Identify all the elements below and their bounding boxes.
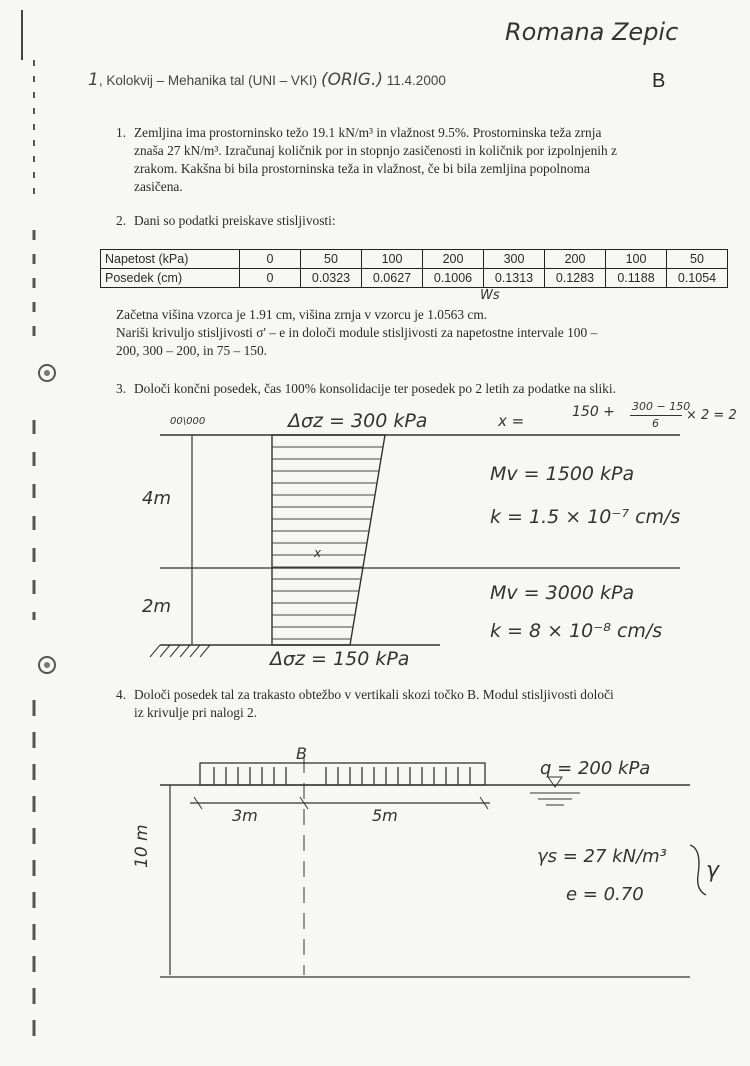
top-load-label: Δσz = 300 kPa	[288, 410, 428, 432]
stress-hatching	[272, 447, 383, 639]
problem-4-line: Določi posedek tal za trakasto obtežbo v vertikali skozi točko B. Modul stisljivosti določi	[134, 687, 614, 702]
layer-2-modulus: Mv = 3000 kPa	[490, 582, 635, 604]
table-cell: 0.0323	[301, 269, 362, 288]
point-b-label: B	[296, 744, 307, 763]
problem-1-line: zrakom. Kakšna bi bila prostorninska teža in vlažnost, če bi bila zemljina popolnoma	[134, 161, 590, 176]
table-cell: 0.1006	[423, 269, 484, 288]
table-cell: 300	[484, 250, 545, 269]
table-cell: 0	[240, 269, 301, 288]
dimension-left: 3m	[232, 806, 258, 825]
x-mark: x	[314, 546, 322, 560]
strip-load-figure	[150, 745, 710, 995]
table-cell: 200	[545, 250, 606, 269]
formula-fraction-top: 300 − 150	[632, 400, 691, 413]
problem-3-number: 3.	[116, 381, 127, 396]
table-cell: 0.0627	[362, 269, 423, 288]
student-name: Romana Zepic	[505, 18, 679, 46]
layer-2-thickness: 2m	[142, 596, 171, 617]
formula-mid: 150 +	[572, 404, 615, 420]
compressibility-table	[100, 249, 728, 288]
table-cell: 0	[240, 250, 301, 269]
surface-label: 00\000	[170, 416, 206, 427]
void-ratio-label: e = 0.70	[566, 884, 644, 905]
table-cell: 200	[423, 250, 484, 269]
table-header-cell: Posedek (cm)	[101, 269, 240, 288]
binding-marks-graphic	[8, 0, 36, 1061]
table-cell: 0.1054	[667, 269, 728, 288]
layer-1-permeability: k = 1.5 × 10⁻⁷ cm/s	[490, 506, 681, 528]
depth-label: 10 m	[132, 824, 152, 868]
problem-4-line: iz krivulje pri nalogi 2.	[134, 705, 258, 720]
strip-load-value: q = 200 kPa	[540, 758, 651, 779]
exam-date: 11.4.2000	[386, 73, 446, 88]
formula-fraction-bottom: 6	[652, 417, 659, 430]
punch-hole-icon	[36, 654, 58, 681]
side-mark: γ	[706, 858, 720, 883]
problem-2-text: Dani so podatki preiskave stisljivosti:	[134, 213, 336, 228]
gamma-s-label: γs = 27 kN/m³	[537, 846, 667, 867]
layer-1-modulus: Mv = 1500 kPa	[490, 463, 635, 485]
layer-2-permeability: k = 8 × 10⁻⁸ cm/s	[490, 620, 663, 642]
problem-2-line: 200, 300 – 200, in 75 – 150.	[116, 343, 268, 358]
strip-load-arrows	[214, 767, 470, 785]
dimension-right: 5m	[372, 806, 398, 825]
formula-fraction-bar	[630, 415, 682, 416]
stress-distribution	[272, 435, 385, 645]
table-cell: 0.1313	[484, 269, 545, 288]
problem-2-continuation	[116, 306, 696, 360]
problem-2-line: Nariši krivuljo stisljivosti σ' – e in določi module stisljivosti za napetostne intervale 100 –	[116, 325, 598, 340]
problem-3-text: Določi končni posedek, čas 100% konsolidacije ter posedek po 2 letih za podatke na sliki.	[134, 381, 616, 396]
binding-margin	[8, 0, 36, 1061]
table-cell: 50	[667, 250, 728, 269]
problem-1-number: 1.	[116, 125, 127, 140]
table-cell: 100	[606, 250, 667, 269]
exam-group: B	[652, 70, 666, 92]
strip-load-block	[200, 763, 485, 785]
problem-1-line: zasičena.	[134, 179, 183, 194]
problem-2-line: Začetna višina vzorca je 1.91 cm, višina zrnja v vzorcu je 1.0563 cm.	[116, 307, 488, 322]
bottom-load-label: Δσz = 150 kPa	[270, 648, 410, 670]
layer-1-thickness: 4m	[142, 488, 171, 509]
exam-header: 1, Kolokvij – Mehanika tal (UNI – VKI) (ORIG.) 11.4.2000	[88, 70, 446, 90]
table-header-cell: Napetost (kPa)	[101, 250, 240, 269]
problem-1-line: znaša 27 kN/m³. Izračunaj količnik por in stopnjo zasičenosti in količnik por izpolnjenih z	[134, 143, 617, 158]
exam-title: Kolokvij – Mehanika tal (UNI – VKI)	[106, 73, 318, 88]
punch-hole-icon	[36, 362, 58, 389]
table-row	[101, 269, 728, 288]
problem-1-text	[134, 124, 694, 196]
problem-4-number: 4.	[116, 687, 127, 702]
exam-annotation: (ORIG.)	[320, 70, 384, 90]
table-cell: 50	[301, 250, 362, 269]
problem-1-line: Zemljina ima prostorninsko težo 19.1 kN/m³ in vlažnost 9.5%. Prostorninska teža zrnja	[134, 125, 602, 140]
formula-lhs: x =	[498, 412, 525, 430]
formula-rhs: × 2 = 2	[686, 408, 737, 423]
problem-2-number: 2.	[116, 213, 127, 228]
problem-4-text	[134, 686, 714, 722]
table-cell: 0.1283	[545, 269, 606, 288]
table-row	[101, 250, 728, 269]
bedrock-hatching	[150, 645, 210, 657]
table-cell: 100	[362, 250, 423, 269]
exam-number: 1	[88, 70, 99, 90]
handwritten-note: Ws	[480, 288, 500, 303]
table-cell: 0.1188	[606, 269, 667, 288]
